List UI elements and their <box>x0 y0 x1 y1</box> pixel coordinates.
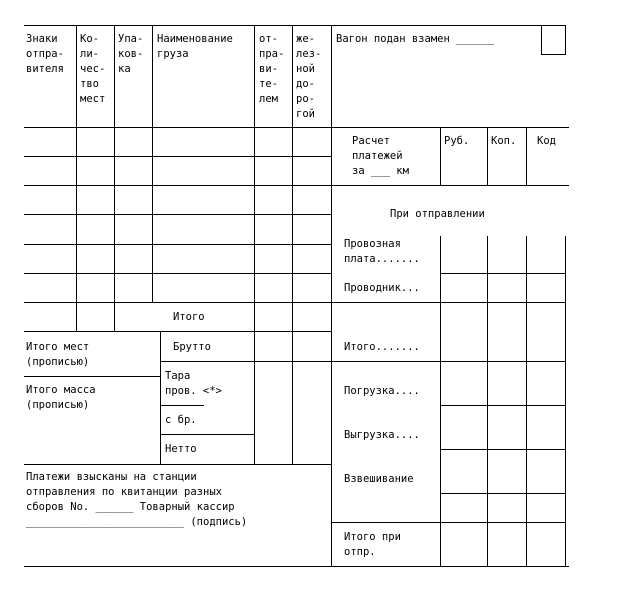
rule <box>331 25 332 566</box>
rule <box>24 566 569 567</box>
at-departure: При отправлении <box>390 208 485 220</box>
tare-with-br: с бр. <box>165 414 197 426</box>
total-places-words: Итого мест (прописью) <box>26 341 90 368</box>
rule <box>440 449 566 450</box>
wagon-box-side <box>541 25 542 54</box>
tare-label: Тара пров. <*> <box>165 370 222 397</box>
rule <box>24 302 331 303</box>
rule <box>331 361 566 362</box>
rule <box>440 273 566 274</box>
rule <box>487 127 488 185</box>
charge-weighing: Взвешивание <box>344 473 414 485</box>
rule <box>24 273 331 274</box>
charge-total-departure: Итого при отпр. <box>344 531 401 558</box>
rule <box>331 25 565 26</box>
rule <box>440 493 566 494</box>
total-mass-words: Итого масса (прописью) <box>26 384 96 411</box>
rule <box>440 127 441 185</box>
rule <box>24 464 331 465</box>
header-by-railway: же- лез- ной до- ро- гой <box>296 33 322 120</box>
wagon-replaced: Вагон подан взамен ______ <box>336 33 495 45</box>
rule <box>526 236 527 566</box>
rule <box>254 25 255 464</box>
charge-escort: Проводник... <box>344 282 420 294</box>
rule <box>24 376 160 377</box>
header-cargo-name: Наименование груза <box>157 33 233 60</box>
header-by-sender: от- пра- ви- те- лем <box>259 33 285 105</box>
rule <box>160 434 254 435</box>
header-packaging: Упа- ков- ка <box>118 33 144 75</box>
rule <box>487 236 488 566</box>
rule <box>331 522 566 523</box>
rule <box>160 331 161 464</box>
charge-freight: Провозная плата....... <box>344 238 420 265</box>
rule <box>160 405 204 406</box>
rule <box>160 361 331 362</box>
header-quantity: Ко- ли- чес- тво мест <box>80 33 106 105</box>
payments-note: Платежи взысканы на станции отправления по квитанции разных сборов No. ______ Товарный кассир _________________________ (подпись) <box>26 471 248 528</box>
rule <box>440 405 566 406</box>
rule <box>565 25 566 54</box>
header-marks: Знаки отпра- вителя <box>26 33 64 75</box>
rule <box>331 302 566 303</box>
rule <box>24 244 331 245</box>
rule <box>24 156 331 157</box>
charge-unloading: Выгрузка.... <box>344 429 420 441</box>
net-label: Нетто <box>165 443 197 455</box>
charge-loading: Погрузка.... <box>344 385 420 397</box>
payment-calc: Расчет платежей за ___ км <box>352 135 409 177</box>
rule <box>526 127 527 185</box>
rule <box>24 25 331 26</box>
gross-label: Брутто <box>173 341 211 353</box>
rule <box>152 25 153 302</box>
wagon-box-bottom <box>541 54 566 55</box>
total-label: Итого <box>173 311 205 323</box>
rule <box>24 185 569 186</box>
rule <box>114 25 115 331</box>
col-code: Код <box>537 135 556 147</box>
rule <box>565 236 566 566</box>
col-rub: Руб. <box>444 135 470 147</box>
rule <box>440 236 441 566</box>
col-kop: Коп. <box>491 135 517 147</box>
rule <box>24 214 331 215</box>
charge-total: Итого....... <box>344 341 420 353</box>
rule <box>292 25 293 464</box>
rule <box>76 25 77 331</box>
rule <box>24 331 331 332</box>
